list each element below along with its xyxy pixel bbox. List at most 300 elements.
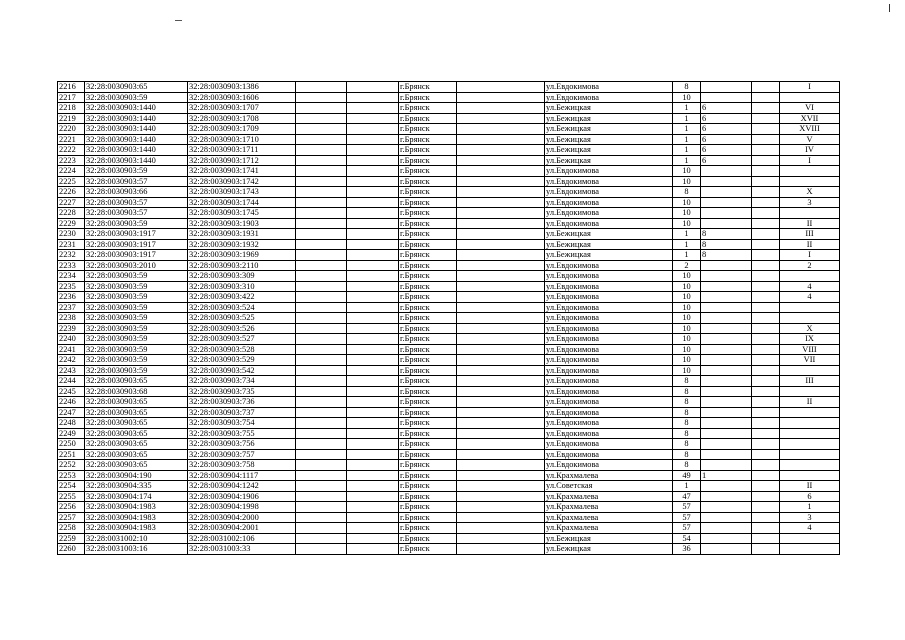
street-cell: ул.Евдокимова <box>545 166 673 177</box>
parcel-number-cell: 32:28:0030903:57 <box>85 208 188 219</box>
street-cell: ул.Евдокимова <box>545 302 673 313</box>
blank-col-d-cell <box>752 229 780 240</box>
house-number-cell: 1 <box>673 124 701 135</box>
unit-number-cell <box>780 166 840 177</box>
row-number-cell: 2235 <box>58 281 85 292</box>
street-cell: ул.Евдокимова <box>545 208 673 219</box>
blank-col-a-cell <box>296 544 347 555</box>
unit-number-cell <box>780 386 840 397</box>
street-cell: ул.Евдокимова <box>545 92 673 103</box>
blank-col-a-cell <box>296 302 347 313</box>
parcel-number-cell: 32:28:0030903:59 <box>85 166 188 177</box>
object-number-cell: 32:28:0030903:422 <box>188 292 296 303</box>
blank-col-b-cell <box>347 113 399 124</box>
object-number-cell: 32:28:0030904:2001 <box>188 523 296 534</box>
table-row <box>58 82 840 93</box>
blank-col-d-cell <box>752 313 780 324</box>
object-number-cell: 32:28:0030903:1712 <box>188 155 296 166</box>
row-number-cell: 2237 <box>58 302 85 313</box>
parcel-number-cell: 32:28:0030903:66 <box>85 187 188 198</box>
blank-col-c-cell <box>457 271 545 282</box>
blank-col-a-cell <box>296 523 347 534</box>
edge-tick-mark <box>889 4 890 12</box>
blank-col-b-cell <box>347 449 399 460</box>
blank-col-b-cell <box>347 302 399 313</box>
blank-col-a-cell <box>296 82 347 93</box>
blank-col-c-cell <box>457 418 545 429</box>
object-number-cell: 32:28:0030904:2000 <box>188 512 296 523</box>
blank-col-a-cell <box>296 166 347 177</box>
blank-col-a-cell <box>296 449 347 460</box>
blank-col-d-cell <box>752 334 780 345</box>
unit-number-cell: 4 <box>780 281 840 292</box>
street-cell: ул.Бежицкая <box>545 229 673 240</box>
house-number-cell: 1 <box>673 134 701 145</box>
row-number-cell: 2229 <box>58 218 85 229</box>
blank-col-c-cell <box>457 334 545 345</box>
building-number-cell: 6 <box>701 145 752 156</box>
house-number-cell: 8 <box>673 397 701 408</box>
city-cell: г.Брянск <box>399 533 457 544</box>
blank-col-d-cell <box>752 113 780 124</box>
street-cell: ул.Евдокимова <box>545 344 673 355</box>
blank-col-b-cell <box>347 365 399 376</box>
house-number-cell: 1 <box>673 250 701 261</box>
blank-col-d-cell <box>752 239 780 250</box>
blank-col-b-cell <box>347 344 399 355</box>
row-number-cell: 2251 <box>58 449 85 460</box>
object-number-cell: 32:28:0030903:754 <box>188 418 296 429</box>
parcel-number-cell: 32:28:0030903:65 <box>85 449 188 460</box>
table-row <box>58 155 840 166</box>
unit-number-cell: III <box>780 229 840 240</box>
building-number-cell <box>701 302 752 313</box>
table-row <box>58 313 840 324</box>
building-number-cell: 6 <box>701 134 752 145</box>
blank-col-c-cell <box>457 239 545 250</box>
house-number-cell: 10 <box>673 197 701 208</box>
street-cell: ул.Крахмалева <box>545 523 673 534</box>
parcel-number-cell: 32:28:0030903:65 <box>85 428 188 439</box>
blank-col-d-cell <box>752 460 780 471</box>
blank-col-d-cell <box>752 260 780 271</box>
parcel-number-cell: 32:28:0030904:335 <box>85 481 188 492</box>
house-number-cell: 49 <box>673 470 701 481</box>
blank-col-c-cell <box>457 428 545 439</box>
blank-col-a-cell <box>296 512 347 523</box>
unit-number-cell: V <box>780 134 840 145</box>
row-number-cell: 2240 <box>58 334 85 345</box>
street-cell: ул.Бежицкая <box>545 103 673 114</box>
city-cell: г.Брянск <box>399 418 457 429</box>
unit-number-cell: 2 <box>780 260 840 271</box>
blank-col-c-cell <box>457 134 545 145</box>
object-number-cell: 32:28:0030903:1969 <box>188 250 296 261</box>
street-cell: ул.Евдокимова <box>545 397 673 408</box>
building-number-cell <box>701 313 752 324</box>
unit-number-cell: 3 <box>780 197 840 208</box>
house-number-cell: 57 <box>673 512 701 523</box>
building-number-cell <box>701 166 752 177</box>
blank-col-d-cell <box>752 544 780 555</box>
building-number-cell <box>701 334 752 345</box>
street-cell: ул.Бежицкая <box>545 134 673 145</box>
row-number-cell: 2225 <box>58 176 85 187</box>
unit-number-cell: 3 <box>780 512 840 523</box>
city-cell: г.Брянск <box>399 155 457 166</box>
table-row <box>58 197 840 208</box>
blank-col-b-cell <box>347 428 399 439</box>
blank-col-a-cell <box>296 260 347 271</box>
house-number-cell: 10 <box>673 271 701 282</box>
house-number-cell: 2 <box>673 260 701 271</box>
unit-number-cell <box>780 470 840 481</box>
city-cell: г.Брянск <box>399 313 457 324</box>
street-cell: ул.Евдокимова <box>545 260 673 271</box>
blank-col-c-cell <box>457 145 545 156</box>
row-number-cell: 2250 <box>58 439 85 450</box>
blank-col-d-cell <box>752 124 780 135</box>
building-number-cell <box>701 418 752 429</box>
blank-col-c-cell <box>457 397 545 408</box>
blank-col-d-cell <box>752 187 780 198</box>
blank-col-a-cell <box>296 155 347 166</box>
street-cell: ул.Бежицкая <box>545 250 673 261</box>
table-row <box>58 323 840 334</box>
building-number-cell <box>701 376 752 387</box>
parcel-number-cell: 32:28:0030903:65 <box>85 407 188 418</box>
city-cell: г.Брянск <box>399 407 457 418</box>
house-number-cell: 1 <box>673 481 701 492</box>
parcel-number-cell: 32:28:0030903:59 <box>85 218 188 229</box>
blank-col-d-cell <box>752 281 780 292</box>
building-number-cell <box>701 386 752 397</box>
blank-col-c-cell <box>457 376 545 387</box>
row-number-cell: 2249 <box>58 428 85 439</box>
blank-col-d-cell <box>752 533 780 544</box>
building-number-cell <box>701 292 752 303</box>
house-number-cell: 10 <box>673 218 701 229</box>
table-row <box>58 523 840 534</box>
city-cell: г.Брянск <box>399 491 457 502</box>
table-row <box>58 460 840 471</box>
blank-col-b-cell <box>347 491 399 502</box>
blank-col-a-cell <box>296 428 347 439</box>
table-row <box>58 449 840 460</box>
city-cell: г.Брянск <box>399 218 457 229</box>
building-number-cell <box>701 260 752 271</box>
building-number-cell <box>701 218 752 229</box>
blank-col-c-cell <box>457 92 545 103</box>
building-number-cell <box>701 82 752 93</box>
blank-col-d-cell <box>752 292 780 303</box>
blank-col-b-cell <box>347 418 399 429</box>
row-number-cell: 2231 <box>58 239 85 250</box>
object-number-cell: 32:28:0030903:1711 <box>188 145 296 156</box>
table-row <box>58 92 840 103</box>
row-number-cell: 2233 <box>58 260 85 271</box>
table-row <box>58 386 840 397</box>
house-number-cell: 1 <box>673 113 701 124</box>
row-number-cell: 2239 <box>58 323 85 334</box>
blank-col-a-cell <box>296 334 347 345</box>
blank-col-b-cell <box>347 386 399 397</box>
blank-col-a-cell <box>296 103 347 114</box>
blank-col-a-cell <box>296 470 347 481</box>
blank-col-a-cell <box>296 239 347 250</box>
building-number-cell <box>701 449 752 460</box>
city-cell: г.Брянск <box>399 355 457 366</box>
blank-col-c-cell <box>457 302 545 313</box>
blank-col-a-cell <box>296 176 347 187</box>
table-row <box>58 502 840 513</box>
blank-col-a-cell <box>296 208 347 219</box>
table-row <box>58 103 840 114</box>
parcel-number-cell: 32:28:0030903:65 <box>85 439 188 450</box>
blank-col-b-cell <box>347 145 399 156</box>
blank-col-c-cell <box>457 176 545 187</box>
building-number-cell <box>701 533 752 544</box>
table-row <box>58 491 840 502</box>
row-number-cell: 2245 <box>58 386 85 397</box>
city-cell: г.Брянск <box>399 386 457 397</box>
blank-col-d-cell <box>752 145 780 156</box>
building-number-cell <box>701 92 752 103</box>
blank-col-d-cell <box>752 386 780 397</box>
row-number-cell: 2234 <box>58 271 85 282</box>
object-number-cell: 32:28:0030904:1242 <box>188 481 296 492</box>
blank-col-c-cell <box>457 449 545 460</box>
parcel-number-cell: 32:28:0030903:1440 <box>85 155 188 166</box>
building-number-cell: 1 <box>701 470 752 481</box>
row-number-cell: 2220 <box>58 124 85 135</box>
object-number-cell: 32:28:0030903:527 <box>188 334 296 345</box>
unit-number-cell: I <box>780 82 840 93</box>
parcel-number-cell: 32:28:0031002:10 <box>85 533 188 544</box>
blank-col-c-cell <box>457 281 545 292</box>
city-cell: г.Брянск <box>399 260 457 271</box>
object-number-cell: 32:28:0030903:1745 <box>188 208 296 219</box>
street-cell: ул.Крахмалева <box>545 512 673 523</box>
row-number-cell: 2226 <box>58 187 85 198</box>
blank-col-a-cell <box>296 481 347 492</box>
object-number-cell: 32:28:0030903:735 <box>188 386 296 397</box>
blank-col-d-cell <box>752 92 780 103</box>
unit-number-cell: I <box>780 155 840 166</box>
row-number-cell: 2238 <box>58 313 85 324</box>
city-cell: г.Брянск <box>399 145 457 156</box>
street-cell: ул.Евдокимова <box>545 439 673 450</box>
row-number-cell: 2258 <box>58 523 85 534</box>
city-cell: г.Брянск <box>399 239 457 250</box>
street-cell: ул.Крахмалева <box>545 470 673 481</box>
blank-col-a-cell <box>296 292 347 303</box>
object-number-cell: 32:28:0030903:529 <box>188 355 296 366</box>
building-number-cell <box>701 323 752 334</box>
street-cell: ул.Евдокимова <box>545 418 673 429</box>
house-number-cell: 10 <box>673 313 701 324</box>
blank-col-b-cell <box>347 92 399 103</box>
blank-col-a-cell <box>296 134 347 145</box>
blank-col-b-cell <box>347 250 399 261</box>
blank-col-b-cell <box>347 281 399 292</box>
blank-col-d-cell <box>752 323 780 334</box>
blank-col-d-cell <box>752 197 780 208</box>
city-cell: г.Брянск <box>399 302 457 313</box>
blank-col-c-cell <box>457 155 545 166</box>
parcel-number-cell: 32:28:0030904:1983 <box>85 512 188 523</box>
building-number-cell <box>701 491 752 502</box>
city-cell: г.Брянск <box>399 376 457 387</box>
blank-col-a-cell <box>296 418 347 429</box>
blank-col-c-cell <box>457 124 545 135</box>
table-row <box>58 418 840 429</box>
unit-number-cell <box>780 365 840 376</box>
house-number-cell: 10 <box>673 166 701 177</box>
blank-col-d-cell <box>752 302 780 313</box>
row-number-cell: 2242 <box>58 355 85 366</box>
unit-number-cell <box>780 313 840 324</box>
object-number-cell: 32:28:0030904:1117 <box>188 470 296 481</box>
object-number-cell: 32:28:0030903:1709 <box>188 124 296 135</box>
blank-col-c-cell <box>457 323 545 334</box>
house-number-cell: 8 <box>673 418 701 429</box>
street-cell: ул.Евдокимова <box>545 313 673 324</box>
building-number-cell <box>701 271 752 282</box>
blank-col-b-cell <box>347 544 399 555</box>
street-cell: ул.Евдокимова <box>545 323 673 334</box>
street-cell: ул.Евдокимова <box>545 281 673 292</box>
street-cell: ул.Бежицкая <box>545 124 673 135</box>
street-cell: ул.Советская <box>545 481 673 492</box>
building-number-cell: 6 <box>701 103 752 114</box>
row-number-cell: 2221 <box>58 134 85 145</box>
row-number-cell: 2259 <box>58 533 85 544</box>
row-number-cell: 2244 <box>58 376 85 387</box>
house-number-cell: 10 <box>673 344 701 355</box>
parcel-number-cell: 32:28:0030904:1983 <box>85 523 188 534</box>
house-number-cell: 10 <box>673 323 701 334</box>
blank-col-c-cell <box>457 460 545 471</box>
table-row <box>58 302 840 313</box>
blank-col-a-cell <box>296 229 347 240</box>
blank-col-c-cell <box>457 250 545 261</box>
building-number-cell <box>701 460 752 471</box>
building-number-cell <box>701 481 752 492</box>
row-number-cell: 2223 <box>58 155 85 166</box>
unit-number-cell <box>780 92 840 103</box>
blank-col-d-cell <box>752 155 780 166</box>
house-number-cell: 10 <box>673 281 701 292</box>
table-row <box>58 512 840 523</box>
blank-col-c-cell <box>457 365 545 376</box>
blank-col-b-cell <box>347 502 399 513</box>
table-row <box>58 428 840 439</box>
house-number-cell: 8 <box>673 449 701 460</box>
unit-number-cell: XVIII <box>780 124 840 135</box>
object-number-cell: 32:28:0030903:2110 <box>188 260 296 271</box>
table-row <box>58 145 840 156</box>
row-number-cell: 2252 <box>58 460 85 471</box>
unit-number-cell: II <box>780 239 840 250</box>
row-number-cell: 2246 <box>58 397 85 408</box>
parcel-number-cell: 32:28:0030903:65 <box>85 418 188 429</box>
street-cell: ул.Евдокимова <box>545 365 673 376</box>
table-row <box>58 271 840 282</box>
building-number-cell <box>701 187 752 198</box>
parcel-number-cell: 32:28:0030903:1440 <box>85 113 188 124</box>
parcel-number-cell: 32:28:0030903:59 <box>85 302 188 313</box>
street-cell: ул.Евдокимова <box>545 460 673 471</box>
table-row <box>58 365 840 376</box>
parcel-number-cell: 32:28:0030903:59 <box>85 323 188 334</box>
parcel-number-cell: 32:28:0030903:68 <box>85 386 188 397</box>
object-number-cell: 32:28:0030904:1906 <box>188 491 296 502</box>
blank-col-a-cell <box>296 271 347 282</box>
city-cell: г.Брянск <box>399 502 457 513</box>
blank-col-c-cell <box>457 229 545 240</box>
parcel-number-cell: 32:28:0030903:2010 <box>85 260 188 271</box>
house-number-cell: 57 <box>673 523 701 534</box>
building-number-cell <box>701 407 752 418</box>
unit-number-cell <box>780 460 840 471</box>
building-number-cell <box>701 197 752 208</box>
building-number-cell <box>701 176 752 187</box>
house-number-cell: 36 <box>673 544 701 555</box>
parcel-number-cell: 32:28:0030903:57 <box>85 197 188 208</box>
house-number-cell: 1 <box>673 103 701 114</box>
parcel-number-cell: 32:28:0030903:65 <box>85 397 188 408</box>
street-cell: ул.Евдокимова <box>545 218 673 229</box>
parcel-number-cell: 32:28:0030904:174 <box>85 491 188 502</box>
top-dash-mark <box>175 20 182 21</box>
unit-number-cell <box>780 449 840 460</box>
blank-col-b-cell <box>347 187 399 198</box>
blank-col-b-cell <box>347 439 399 450</box>
row-number-cell: 2218 <box>58 103 85 114</box>
row-number-cell: 2219 <box>58 113 85 124</box>
blank-col-a-cell <box>296 313 347 324</box>
street-cell: ул.Евдокимова <box>545 82 673 93</box>
parcel-number-cell: 32:28:0030903:59 <box>85 355 188 366</box>
blank-col-a-cell <box>296 533 347 544</box>
street-cell: ул.Евдокимова <box>545 197 673 208</box>
blank-col-b-cell <box>347 376 399 387</box>
blank-col-b-cell <box>347 313 399 324</box>
table-row <box>58 208 840 219</box>
blank-col-a-cell <box>296 502 347 513</box>
object-number-cell: 32:28:0030903:1708 <box>188 113 296 124</box>
blank-col-d-cell <box>752 491 780 502</box>
street-cell: ул.Евдокимова <box>545 271 673 282</box>
street-cell: ул.Крахмалева <box>545 502 673 513</box>
parcel-number-cell: 32:28:0030904:1983 <box>85 502 188 513</box>
blank-col-d-cell <box>752 82 780 93</box>
object-number-cell: 32:28:0030903:526 <box>188 323 296 334</box>
row-number-cell: 2255 <box>58 491 85 502</box>
blank-col-d-cell <box>752 208 780 219</box>
blank-col-b-cell <box>347 292 399 303</box>
blank-col-d-cell <box>752 481 780 492</box>
parcel-number-cell: 32:28:0030903:59 <box>85 365 188 376</box>
parcel-number-cell: 32:28:0030903:59 <box>85 313 188 324</box>
blank-col-b-cell <box>347 82 399 93</box>
row-number-cell: 2257 <box>58 512 85 523</box>
row-number-cell: 2236 <box>58 292 85 303</box>
blank-col-c-cell <box>457 344 545 355</box>
blank-col-b-cell <box>347 481 399 492</box>
object-number-cell: 32:28:0030903:736 <box>188 397 296 408</box>
